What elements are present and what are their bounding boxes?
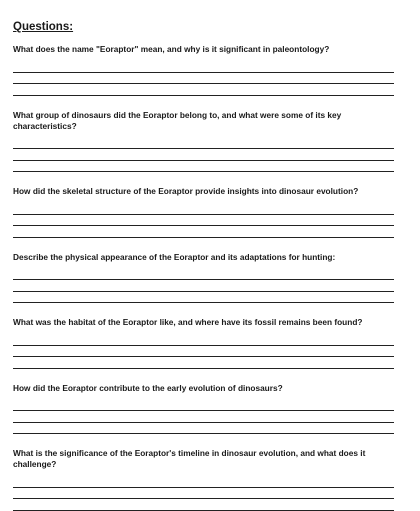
answer-line[interactable] xyxy=(13,423,394,435)
question-text: What was the habitat of the Eoraptor like, and where have its fossil remains been found? xyxy=(13,317,363,327)
question-text: What is the significance of the Eoraptor's timeline in dinosaur evolution, and what does it challenge? xyxy=(13,448,366,469)
answer-line[interactable] xyxy=(13,161,394,173)
answer-line[interactable] xyxy=(13,476,394,488)
answer-line[interactable] xyxy=(13,334,394,346)
answer-line[interactable] xyxy=(13,84,394,96)
answer-line[interactable] xyxy=(13,357,394,369)
answer-line[interactable] xyxy=(13,149,394,161)
answer-line[interactable] xyxy=(13,400,394,412)
answer-line[interactable] xyxy=(13,488,394,500)
answer-line[interactable] xyxy=(13,292,394,304)
answer-line[interactable] xyxy=(13,499,394,511)
question-block xyxy=(13,186,407,238)
answer-line[interactable] xyxy=(13,203,394,215)
question-text: How did the skeletal structure of the Eoraptor provide insights into dinosaur evolution? xyxy=(13,186,359,196)
question-text: What group of dinosaurs did the Eoraptor belong to, and what were some of its key characteristics? xyxy=(13,109,342,131)
question-block xyxy=(13,44,407,96)
question-text: How did the Eoraptor contribute to the early evolution of dinosaurs? xyxy=(13,382,283,393)
answer-line[interactable] xyxy=(13,280,394,292)
answer-line[interactable] xyxy=(13,215,394,227)
answer-line[interactable] xyxy=(13,346,394,358)
question-block xyxy=(13,448,407,511)
answer-line[interactable] xyxy=(13,73,394,85)
question-block xyxy=(13,383,407,435)
answer-line[interactable] xyxy=(13,226,394,238)
question-block xyxy=(13,252,407,304)
question-block xyxy=(13,110,407,173)
answer-line[interactable] xyxy=(13,269,394,281)
question-text: Describe the physical appearance of the Eoraptor and its adaptations for hunting: xyxy=(13,251,336,262)
question-text: What does the name "Eoraptor" mean, and why is it significant in paleontology? xyxy=(13,44,330,54)
question-block xyxy=(13,317,407,369)
worksheet-heading: Questions: xyxy=(13,21,74,33)
answer-line[interactable] xyxy=(13,138,394,150)
answer-line[interactable] xyxy=(13,411,394,423)
answer-line[interactable] xyxy=(13,61,394,73)
